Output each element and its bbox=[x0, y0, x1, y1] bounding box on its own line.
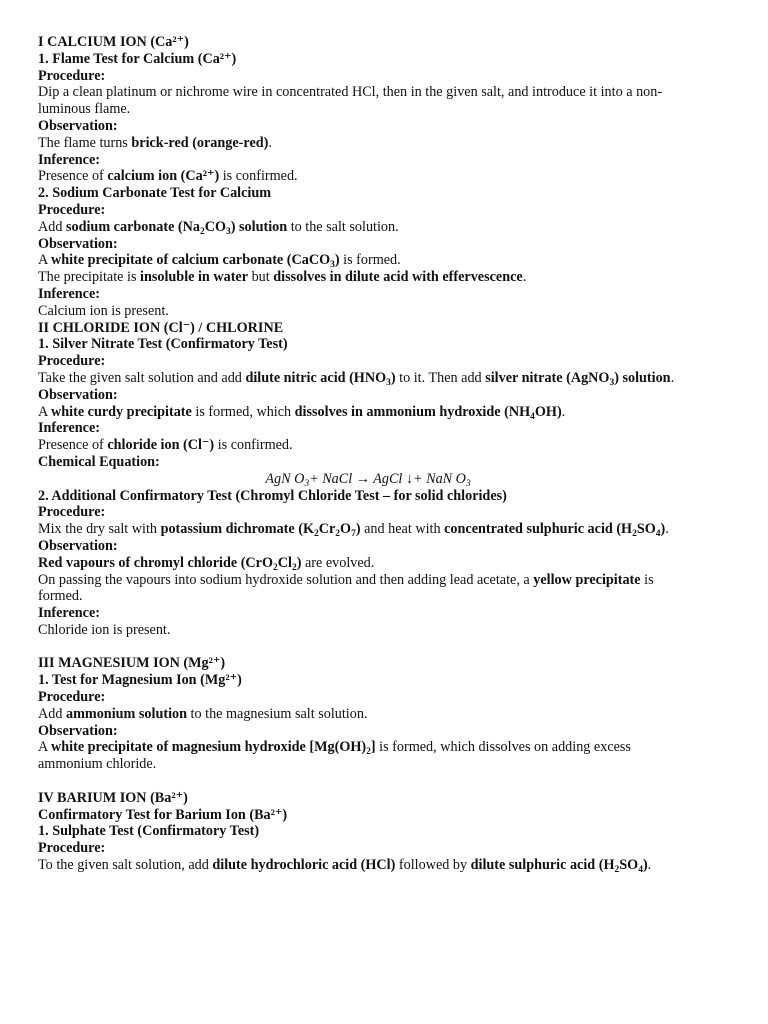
silver-nitrate-procedure: Take the given salt solution and add dilute nitric acid $(HNO_3)$ to it. Then add silver nitrate (AgNO$_3$) solution. bbox=[38, 369, 675, 388]
silver-nitrate-inference: Presence of chloride ion (Cl⁻) is confirmed. bbox=[38, 437, 293, 454]
observation-label: Observation: bbox=[38, 235, 118, 252]
inference-label: Inference: bbox=[38, 285, 100, 302]
procedure-label: Procedure: bbox=[38, 353, 106, 370]
inference-label: Inference: bbox=[38, 420, 100, 437]
procedure-label: Procedure: bbox=[38, 840, 106, 857]
inference-label: Inference: bbox=[38, 605, 100, 622]
document-page bbox=[38, 34, 698, 874]
silver-nitrate-observation: A white curdy precipitate is formed, which dissolves in ammonium hydroxide $(NH_4OH)$. bbox=[38, 403, 566, 422]
magnesium-test-heading: 1. Test for Magnesium Ion (Mg²⁺) bbox=[38, 672, 242, 689]
chemical-equation-label: Chemical Equation: bbox=[38, 453, 160, 470]
flame-test-procedure: Dip a clean platinum or nichrome wire in concentrated HCl, then in the given salt, and introduce it into a non-luminous flame. bbox=[38, 84, 663, 118]
flame-test-inference: Presence of calcium ion (Ca²⁺) is confirmed. bbox=[38, 168, 298, 185]
magnesium-observation: A white precipitate of magnesium hydroxide $[Mg(OH)_2]$ is formed, which dissolves on adding excess ammonium chloride. bbox=[38, 739, 631, 773]
chromyl-chloride-procedure: Mix the dry salt with potassium dichromate $(K_2Cr_2O_7)$ and heat with concentrated sulphuric acid $(H_2SO_4)$. bbox=[38, 521, 669, 540]
chromyl-chloride-test-heading: 2. Additional Confirmatory Test (Chromyl Chloride Test – for solid chlorides) bbox=[38, 487, 507, 504]
magnesium-section-title: III MAGNESIUM ION (Mg²⁺) bbox=[38, 655, 226, 672]
barium-subtitle: Confirmatory Test for Barium Ion (Ba²⁺) bbox=[38, 806, 288, 823]
sodium-carbonate-observation-2: The precipitate is insoluble in water but dissolves in dilute acid with effervescence. bbox=[38, 269, 527, 286]
inference-label: Inference: bbox=[38, 151, 100, 168]
magnesium-procedure: Add ammonium solution to the magnesium salt solution. bbox=[38, 705, 368, 722]
procedure-label: Procedure: bbox=[38, 689, 106, 706]
procedure-label: Procedure: bbox=[38, 201, 106, 218]
barium-section-title: IV BARIUM ION (Ba²⁺) bbox=[38, 789, 188, 806]
sodium-carbonate-observation-1: A white precipitate of calcium carbonate (CaCO$_3$) is formed. bbox=[38, 252, 401, 271]
sulphate-procedure: To the given salt solution, add dilute hydrochloric acid (HCl) followed by dilute sulphuric acid $(H_2SO_4)$. bbox=[38, 857, 652, 876]
calcium-section-title: I CALCIUM ION (Ca²⁺) bbox=[38, 34, 189, 50]
procedure-label: Procedure: bbox=[38, 504, 106, 521]
chloride-section-title: II CHLORIDE ION (Cl⁻) / CHLORINE bbox=[38, 319, 284, 336]
silver-nitrate-test-heading: 1. Silver Nitrate Test (Confirmatory Test) bbox=[38, 336, 288, 353]
sulphate-test-heading: 1. Sulphate Test (Confirmatory Test) bbox=[38, 823, 260, 840]
procedure-label: Procedure: bbox=[38, 67, 106, 84]
chromyl-chloride-observation-2: On passing the vapours into sodium hydroxide solution and then adding lead acetate, a yellow precipitate is formed. bbox=[38, 571, 654, 605]
flame-test-observation: The flame turns brick-red (orange-red). bbox=[38, 134, 272, 151]
observation-label: Observation: bbox=[38, 386, 118, 403]
chromyl-chloride-observation-1: Red vapours of chromyl chloride $(CrO_2Cl_2)$ are evolved. bbox=[38, 554, 375, 573]
observation-label: Observation: bbox=[38, 117, 118, 134]
observation-label: Observation: bbox=[38, 722, 118, 739]
sodium-carbonate-procedure: Add sodium carbonate $(Na_2CO_3)$ solution to the salt solution. bbox=[38, 218, 399, 237]
chromyl-chloride-inference: Chloride ion is present. bbox=[38, 621, 171, 638]
sodium-carbonate-inference: Calcium ion is present. bbox=[38, 302, 169, 319]
observation-label: Observation: bbox=[38, 537, 118, 554]
chemical-equation: AgN $O_3+$ NaCl → AgCl ↓+ NaN $O_3$ bbox=[265, 470, 471, 489]
flame-test-heading: 1. Flame Test for Calcium (Ca²⁺) bbox=[38, 50, 237, 67]
sodium-carbonate-test-heading: 2. Sodium Carbonate Test for Calcium bbox=[38, 185, 272, 202]
